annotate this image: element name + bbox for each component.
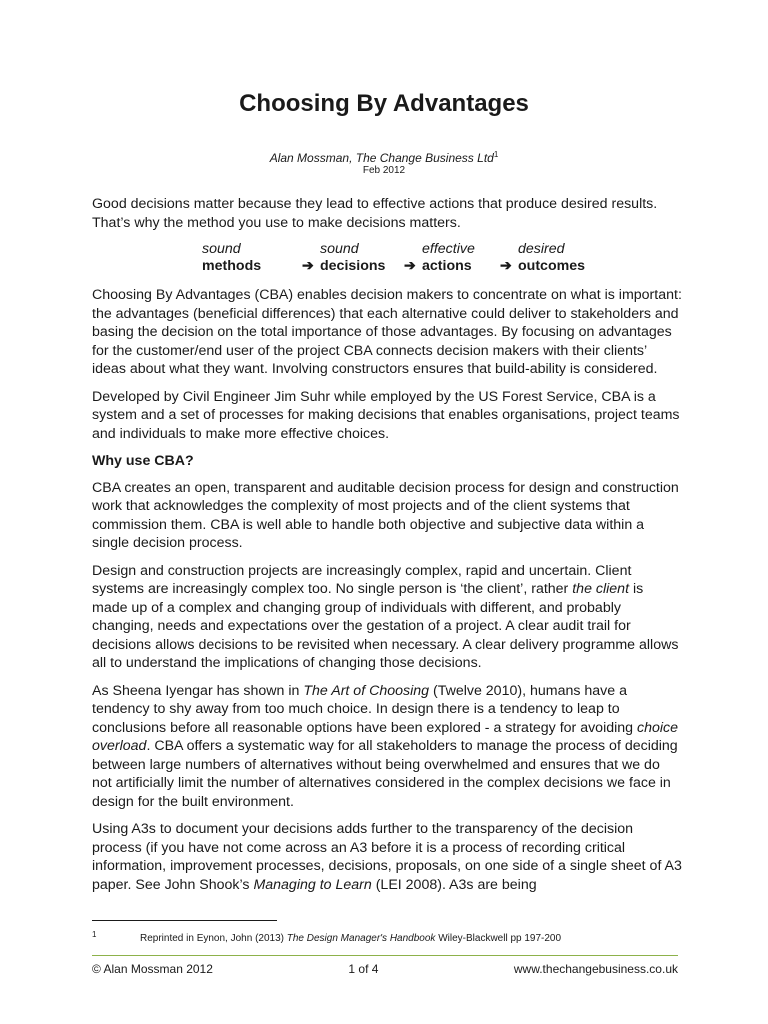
author-name: Alan Mossman, The Change Business Ltd [269,151,494,165]
paragraph-cba-creates: CBA creates an open, transparent and auditable decision process for design and construction work that acknowledges the complexity of most projects and of the client systems that commission them. CBA is well able to handle both objective and subjective data within a single decision process. [92,479,679,551]
page-footer [92,962,678,976]
footnote-number: 1 [92,930,97,939]
document-date: Feb 2012 [362,165,406,176]
footnote-text: Reprinted in Eynon, John (2013) The Design Manager's Handbook Wiley-Blackwell pp 197-200 [140,933,562,944]
intro-paragraph: Good decisions matter because they lead to effective actions that produce desired results. That’s why the method you use to make decisions matters. [92,196,658,231]
footer-website: www.thechangebusiness.co.uk [513,962,678,976]
footer-copyright: © Alan Mossman 2012 [92,962,213,976]
footer-divider [92,955,678,956]
flow-bottom-4: outcomes [518,258,586,274]
flow-bottom-1: methods [202,258,262,274]
footnote-separator [92,920,277,921]
flow-top-3: effective [422,241,475,257]
section-heading: Why use CBA? [92,453,194,469]
arrow-icon: ➔ [500,258,512,274]
arrow-icon: ➔ [302,258,314,274]
footnote-ref: 1 [493,150,499,159]
footer-page-number: 1 of 4 [348,962,379,976]
document-body [92,195,682,903]
flow-bottom-3: actions [422,258,472,274]
flow-top-4: desired [518,241,565,257]
flow-top-2: sound [320,241,359,257]
flow-bottom-2: decisions [320,258,386,274]
arrow-icon: ➔ [404,258,416,274]
author-line [0,150,768,165]
paragraph-cba-definition: Choosing By Advantages (CBA) enables decision makers to concentrate on what is important: the advantages (beneficial differences) that each alternative could deliver to stakeholders and basing the decision on the total importance of those advantages. By focusing on advantages for the customer/end user of the project CBA connects decision makers with their clients’ ideas about what they want. Involving constructors ensures that build-ability is considered. [92,287,682,377]
flow-top-1: sound [202,241,241,257]
document-title: Choosing By Advantages [239,90,529,117]
paragraph-sheena-iyengar: As Sheena Iyengar has shown in The Art of Choosing (Twelve 2010), humans have a tendency to shy away from too much choice. In design there is a tendency to leap to conclusions before all reasonable options have been explored - a strategy for avoiding choice overload. CBA offers a systematic way for all stakeholders to manage the process of deciding between large numbers of alternatives without being overwhelmed and ensures that we do not artificially limit the number of alternatives considered in the complex decisions we face in design for the built environment. [92,682,679,810]
paragraph-a3s: Using A3s to document your decisions adds further to the transparency of the decision process (if you have not come across an A3 before it is a process of recording critical information, improvement processes, decisions, proposals, on one side of a single sheet of A3 paper. See John Shook’s Managing to Learn (LEI 2008). A3s are being [92,821,682,893]
paragraph-design-construction: Design and construction projects are increasingly complex, rapid and uncertain. Client systems are increasingly complex too. No single person is ‘the client’, rather the client is made up of a complex and changing group of individuals with different, and probably changing, needs and expectations over the gestation of a project. A clear audit trail for decisions allows decisions to be revisited when necessary. A clear delivery programme allows all to understand the implications of changing those decisions. [92,562,679,671]
decision-flow [202,241,682,275]
paragraph-developed-by: Developed by Civil Engineer Jim Suhr while employed by the US Forest Service, CBA is a system and a set of processes for making decisions that enables organisations, project teams and individuals to make more effective choices. [92,388,680,442]
